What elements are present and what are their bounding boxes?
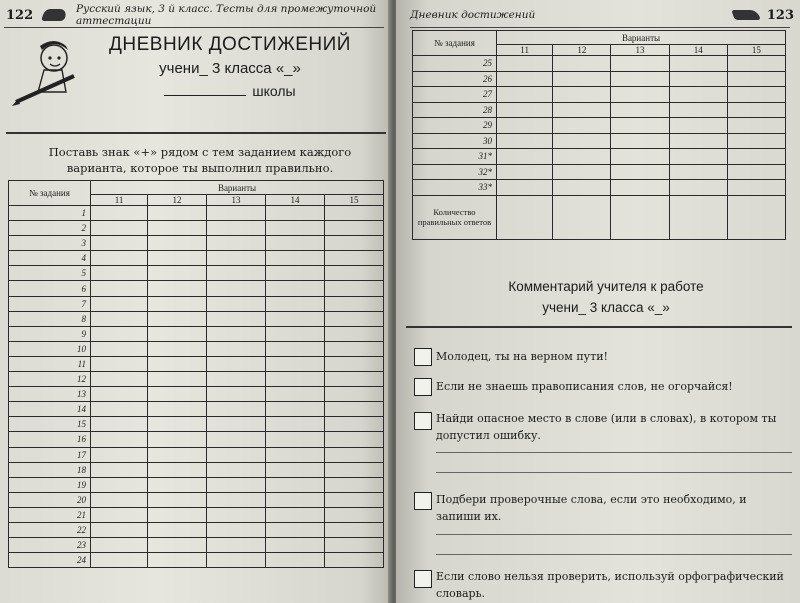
answer-cell[interactable] — [325, 266, 384, 281]
answer-cell[interactable] — [266, 522, 325, 537]
answer-cell[interactable] — [727, 149, 785, 165]
answer-cell[interactable] — [611, 149, 669, 165]
answer-cell[interactable] — [325, 553, 384, 568]
answer-cell[interactable] — [91, 356, 148, 371]
answer-cell[interactable] — [148, 251, 207, 266]
answer-cell[interactable] — [266, 538, 325, 553]
answer-cell[interactable] — [91, 522, 148, 537]
table-row — [413, 133, 786, 149]
right-page — [396, 0, 800, 603]
answer-cell[interactable] — [669, 133, 727, 149]
task-number-cell: 30 — [413, 133, 497, 149]
answer-cell[interactable] — [325, 432, 384, 447]
diary-title-block — [100, 34, 360, 99]
answer-cell[interactable] — [207, 251, 266, 266]
answer-cell[interactable] — [91, 553, 148, 568]
answer-cell[interactable] — [497, 71, 553, 87]
answer-cell[interactable] — [91, 341, 148, 356]
comment-text-1: Молодец, ты на верном пути! — [436, 350, 608, 363]
table-row — [9, 492, 384, 507]
answer-cell[interactable] — [266, 372, 325, 387]
answer-cell[interactable] — [669, 87, 727, 103]
answer-cell[interactable] — [497, 133, 553, 149]
answer-cell[interactable] — [207, 311, 266, 326]
answer-cell[interactable] — [727, 87, 785, 103]
comment-checkbox-2[interactable] — [414, 378, 432, 396]
answer-cell[interactable] — [266, 432, 325, 447]
header-rule-right — [410, 27, 790, 28]
teacher-comment-title — [456, 276, 756, 318]
answer-cell[interactable] — [611, 118, 669, 134]
answer-cell[interactable] — [266, 447, 325, 462]
answer-cell[interactable] — [727, 56, 785, 72]
answer-cell[interactable] — [553, 149, 611, 165]
answer-cell[interactable] — [266, 356, 325, 371]
section-rule-right — [406, 326, 792, 328]
answer-cell[interactable] — [325, 221, 384, 236]
answer-cell[interactable] — [148, 266, 207, 281]
answer-cell[interactable] — [207, 372, 266, 387]
answer-cell[interactable] — [148, 492, 207, 507]
answer-cell[interactable] — [266, 296, 325, 311]
cat-icon — [731, 10, 761, 20]
answer-cell[interactable] — [611, 71, 669, 87]
task-number-cell: 20 — [9, 492, 91, 507]
variant-header-13: 13 — [207, 195, 266, 206]
answer-cell[interactable] — [669, 164, 727, 180]
answer-cell[interactable] — [207, 522, 266, 537]
comment-text-2: Если не знаешь правописания слов, не огорчайся! — [436, 380, 733, 393]
answer-cell[interactable] — [207, 462, 266, 477]
answer-cell[interactable] — [148, 538, 207, 553]
answer-cell[interactable] — [553, 87, 611, 103]
answer-cell[interactable] — [207, 507, 266, 522]
correct-count-label: Количество правильных ответов — [413, 195, 497, 239]
answer-cell[interactable] — [497, 149, 553, 165]
answer-cell[interactable] — [266, 492, 325, 507]
school-blank[interactable] — [164, 84, 246, 96]
answer-cell[interactable] — [91, 372, 148, 387]
results-table-left — [8, 180, 384, 568]
answer-cell[interactable] — [325, 417, 384, 432]
diary-title: ДНЕВНИК ДОСТИЖЕНИЙ — [109, 34, 351, 55]
table-row — [9, 236, 384, 251]
answer-cell[interactable] — [325, 447, 384, 462]
running-header-left — [6, 2, 386, 28]
answer-cell[interactable] — [91, 447, 148, 462]
task-number-header: № задания — [9, 181, 91, 206]
task-number-cell: 4 — [9, 251, 91, 266]
answer-cell[interactable] — [207, 447, 266, 462]
answer-cell[interactable] — [207, 432, 266, 447]
task-number-cell: 26 — [413, 71, 497, 87]
variant-header-14: 14 — [266, 195, 325, 206]
task-number-cell: 21 — [9, 507, 91, 522]
task-number-cell: 11 — [9, 356, 91, 371]
answer-cell[interactable] — [207, 538, 266, 553]
comment-checkbox-3[interactable] — [414, 412, 432, 430]
answer-cell[interactable] — [727, 118, 785, 134]
task-number-cell: 27 — [413, 87, 497, 103]
answer-cell[interactable] — [727, 102, 785, 118]
running-header-right — [410, 2, 794, 28]
table-row — [9, 251, 384, 266]
answer-cell[interactable] — [91, 251, 148, 266]
answer-cell[interactable] — [91, 507, 148, 522]
answer-cell[interactable] — [325, 311, 384, 326]
answer-cell[interactable] — [91, 236, 148, 251]
task-number-cell: 5 — [9, 266, 91, 281]
answer-cell[interactable] — [325, 477, 384, 492]
answer-cell[interactable] — [207, 553, 266, 568]
answer-cell[interactable] — [91, 281, 148, 296]
answer-cell[interactable] — [325, 387, 384, 402]
answer-cell[interactable] — [266, 206, 325, 221]
answer-cell[interactable] — [669, 149, 727, 165]
task-number-cell: 3 — [9, 236, 91, 251]
count-row — [413, 195, 786, 239]
answer-cell[interactable] — [553, 71, 611, 87]
answer-cell[interactable] — [497, 118, 553, 134]
variant-header-11: 11 — [91, 195, 148, 206]
variant-header-12: 12 — [553, 45, 611, 56]
answer-cell[interactable] — [207, 387, 266, 402]
answer-cell[interactable] — [207, 477, 266, 492]
table-row — [9, 281, 384, 296]
task-number-cell: 24 — [9, 553, 91, 568]
answer-cell[interactable] — [207, 296, 266, 311]
answer-cell[interactable] — [148, 296, 207, 311]
table-row — [413, 71, 786, 87]
table-row — [9, 522, 384, 537]
table-row — [9, 206, 384, 221]
answer-cell[interactable] — [148, 522, 207, 537]
answer-cell[interactable] — [148, 477, 207, 492]
answer-cell[interactable] — [148, 206, 207, 221]
task-number-cell: 6 — [9, 281, 91, 296]
answer-cell[interactable] — [266, 341, 325, 356]
task-number-cell: 8 — [9, 311, 91, 326]
variant-header-15: 15 — [325, 195, 384, 206]
pencil-boy-illustration — [10, 36, 88, 108]
table-row — [9, 477, 384, 492]
answer-cell[interactable] — [266, 462, 325, 477]
table-row — [9, 311, 384, 326]
task-number-cell: 32* — [413, 164, 497, 180]
answer-cell[interactable] — [325, 538, 384, 553]
answer-cell[interactable] — [148, 372, 207, 387]
answer-cell[interactable] — [148, 402, 207, 417]
answer-cell[interactable] — [553, 133, 611, 149]
write-line[interactable] — [436, 452, 792, 453]
answer-cell[interactable] — [266, 326, 325, 341]
comment-text-4: Подбери проверочные слова, если это необходимо, и запиши их. — [436, 493, 747, 523]
answer-cell[interactable] — [148, 507, 207, 522]
answer-cell[interactable] — [669, 180, 727, 196]
answer-cell[interactable] — [91, 221, 148, 236]
comment-checkbox-4[interactable] — [414, 492, 432, 510]
table-row — [9, 462, 384, 477]
running-head-left-text: Русский язык, 3 й класс. Тесты для промежуточной аттестации — [76, 3, 377, 27]
answer-cell[interactable] — [611, 133, 669, 149]
answer-cell[interactable] — [207, 266, 266, 281]
table-row — [413, 149, 786, 165]
answer-cell[interactable] — [266, 251, 325, 266]
answer-cell[interactable] — [148, 553, 207, 568]
table-row — [413, 118, 786, 134]
task-number-cell: 17 — [9, 447, 91, 462]
answer-cell[interactable] — [91, 326, 148, 341]
task-number-cell: 23 — [9, 538, 91, 553]
table-row — [9, 266, 384, 281]
answer-cell[interactable] — [325, 462, 384, 477]
answer-cell[interactable] — [207, 236, 266, 251]
answer-cell[interactable] — [207, 341, 266, 356]
count-cell[interactable] — [669, 195, 727, 239]
answer-cell[interactable] — [611, 180, 669, 196]
table-row — [9, 221, 384, 236]
variant-header-11: 11 — [497, 45, 553, 56]
answer-cell[interactable] — [91, 266, 148, 281]
answer-cell[interactable] — [207, 417, 266, 432]
answer-cell[interactable] — [611, 102, 669, 118]
page-number-left: 122 — [6, 7, 34, 23]
answer-cell[interactable] — [148, 221, 207, 236]
answer-cell[interactable] — [325, 507, 384, 522]
task-number-cell: 25 — [413, 56, 497, 72]
answer-cell[interactable] — [266, 507, 325, 522]
table-row — [9, 341, 384, 356]
comment-text-3: Найди опасное место в слове (или в словах), в котором ты допустил ошибку. — [436, 412, 777, 442]
answer-cell[interactable] — [207, 281, 266, 296]
answer-cell[interactable] — [325, 326, 384, 341]
answer-cell[interactable] — [497, 180, 553, 196]
teacher-comment-title-line1: Комментарий учителя к работе — [508, 279, 704, 294]
answer-cell[interactable] — [497, 56, 553, 72]
answer-cell[interactable] — [207, 221, 266, 236]
task-number-cell: 12 — [9, 372, 91, 387]
task-number-cell: 19 — [9, 477, 91, 492]
answer-cell[interactable] — [325, 341, 384, 356]
answer-cell[interactable] — [497, 164, 553, 180]
answer-cell[interactable] — [325, 236, 384, 251]
answer-cell[interactable] — [325, 281, 384, 296]
table-row — [9, 296, 384, 311]
table-row — [9, 326, 384, 341]
table-row — [9, 507, 384, 522]
school-line — [100, 83, 360, 99]
answer-cell[interactable] — [553, 164, 611, 180]
answer-cell[interactable] — [669, 56, 727, 72]
answer-cell[interactable] — [148, 236, 207, 251]
answer-cell[interactable] — [266, 221, 325, 236]
answer-cell[interactable] — [611, 56, 669, 72]
answer-cell[interactable] — [611, 164, 669, 180]
comment-checkbox-5[interactable] — [414, 570, 432, 588]
section-rule-left — [6, 132, 386, 134]
answer-cell[interactable] — [553, 118, 611, 134]
answer-cell[interactable] — [91, 402, 148, 417]
count-cell[interactable] — [611, 195, 669, 239]
answer-cell[interactable] — [148, 417, 207, 432]
answer-cell[interactable] — [91, 296, 148, 311]
student-class-line: учени_ 3 класса «_» — [159, 60, 301, 77]
write-line[interactable] — [436, 472, 792, 473]
answer-cell[interactable] — [325, 522, 384, 537]
answer-cell[interactable] — [266, 553, 325, 568]
table-row — [9, 553, 384, 568]
table-row — [413, 102, 786, 118]
task-number-cell: 1 — [9, 206, 91, 221]
answer-cell[interactable] — [91, 432, 148, 447]
answer-cell[interactable] — [207, 356, 266, 371]
results-table-right — [412, 30, 786, 240]
answer-cell[interactable] — [91, 311, 148, 326]
variants-header: Варианты — [91, 181, 384, 195]
answer-cell[interactable] — [148, 281, 207, 296]
answer-cell[interactable] — [325, 492, 384, 507]
answer-cell[interactable] — [553, 56, 611, 72]
answer-cell[interactable] — [266, 387, 325, 402]
table-row — [413, 164, 786, 180]
table-row — [9, 387, 384, 402]
answer-cell[interactable] — [91, 477, 148, 492]
comment-checkbox-1[interactable] — [414, 348, 432, 366]
answer-cell[interactable] — [266, 236, 325, 251]
task-number-cell: 16 — [9, 432, 91, 447]
answer-cell[interactable] — [727, 164, 785, 180]
answer-cell[interactable] — [148, 356, 207, 371]
table-row — [9, 538, 384, 553]
table-row — [9, 447, 384, 462]
answer-cell[interactable] — [611, 87, 669, 103]
variant-header-15: 15 — [727, 45, 785, 56]
table-row — [413, 180, 786, 196]
variant-header-14: 14 — [669, 45, 727, 56]
task-number-cell: 14 — [9, 402, 91, 417]
task-number-cell: 22 — [9, 522, 91, 537]
answer-cell[interactable] — [266, 311, 325, 326]
answer-cell[interactable] — [148, 311, 207, 326]
table-row — [413, 87, 786, 103]
task-number-cell: 28 — [413, 102, 497, 118]
task-number-cell: 7 — [9, 296, 91, 311]
answer-cell[interactable] — [266, 266, 325, 281]
write-line[interactable] — [436, 554, 792, 555]
answer-cell[interactable] — [727, 71, 785, 87]
task-number-cell: 33* — [413, 180, 497, 196]
answer-cell[interactable] — [497, 102, 553, 118]
left-page — [0, 0, 392, 603]
count-cell[interactable] — [727, 195, 785, 239]
answer-cell[interactable] — [325, 402, 384, 417]
answer-cell[interactable] — [91, 417, 148, 432]
answer-cell[interactable] — [266, 402, 325, 417]
answer-cell[interactable] — [325, 356, 384, 371]
answer-cell[interactable] — [669, 71, 727, 87]
answer-cell[interactable] — [148, 326, 207, 341]
variant-header-13: 13 — [611, 45, 669, 56]
answer-cell[interactable] — [727, 133, 785, 149]
answer-cell[interactable] — [325, 206, 384, 221]
header-rule-left — [4, 27, 384, 28]
comment-text-5: Если слово нельзя проверить, используй орфографический словарь. — [436, 570, 784, 600]
running-head-right-text: Дневник достижений — [410, 9, 536, 21]
variant-header-12: 12 — [148, 195, 207, 206]
variants-header: Варианты — [497, 31, 786, 45]
answer-cell[interactable] — [207, 402, 266, 417]
answer-cell[interactable] — [266, 477, 325, 492]
teacher-comment-title-line2: учени_ 3 класса «_» — [542, 300, 670, 315]
answer-cell[interactable] — [553, 102, 611, 118]
answer-cell[interactable] — [207, 492, 266, 507]
answer-cell[interactable] — [325, 251, 384, 266]
task-number-cell: 9 — [9, 326, 91, 341]
task-number-cell: 18 — [9, 462, 91, 477]
answer-cell[interactable] — [91, 538, 148, 553]
answer-cell[interactable] — [266, 281, 325, 296]
answer-cell[interactable] — [497, 87, 553, 103]
table-row — [9, 417, 384, 432]
task-number-cell: 10 — [9, 341, 91, 356]
task-number-cell: 31* — [413, 149, 497, 165]
task-number-header: № задания — [413, 31, 497, 56]
write-line[interactable] — [436, 534, 792, 535]
answer-cell[interactable] — [553, 180, 611, 196]
table-row — [413, 56, 786, 72]
answer-cell[interactable] — [148, 387, 207, 402]
answer-cell[interactable] — [266, 417, 325, 432]
answer-cell[interactable] — [207, 206, 266, 221]
answer-cell[interactable] — [148, 432, 207, 447]
answer-cell[interactable] — [669, 102, 727, 118]
task-number-cell: 2 — [9, 221, 91, 236]
answer-cell[interactable] — [148, 341, 207, 356]
task-number-cell: 13 — [9, 387, 91, 402]
answer-cell[interactable] — [325, 372, 384, 387]
task-number-cell: 15 — [9, 417, 91, 432]
table-row — [9, 372, 384, 387]
answer-cell[interactable] — [91, 387, 148, 402]
answer-cell[interactable] — [91, 206, 148, 221]
answer-cell[interactable] — [727, 180, 785, 196]
answer-cell[interactable] — [148, 462, 207, 477]
table-row — [9, 432, 384, 447]
answer-cell[interactable] — [669, 118, 727, 134]
count-cell[interactable] — [553, 195, 611, 239]
answer-cell[interactable] — [207, 326, 266, 341]
answer-cell[interactable] — [91, 492, 148, 507]
page-number-right: 123 — [766, 7, 794, 23]
school-label: школы — [252, 83, 296, 99]
table-row — [9, 356, 384, 371]
cat-icon — [41, 9, 68, 21]
instruction-text: Поставь знак «+» рядом с тем заданием каждого варианта, которое ты выполнил правильно. — [48, 145, 352, 175]
count-cell[interactable] — [497, 195, 553, 239]
table-row — [9, 402, 384, 417]
answer-cell[interactable] — [325, 296, 384, 311]
answer-cell[interactable] — [91, 462, 148, 477]
answer-cell[interactable] — [148, 447, 207, 462]
task-number-cell: 29 — [413, 118, 497, 134]
